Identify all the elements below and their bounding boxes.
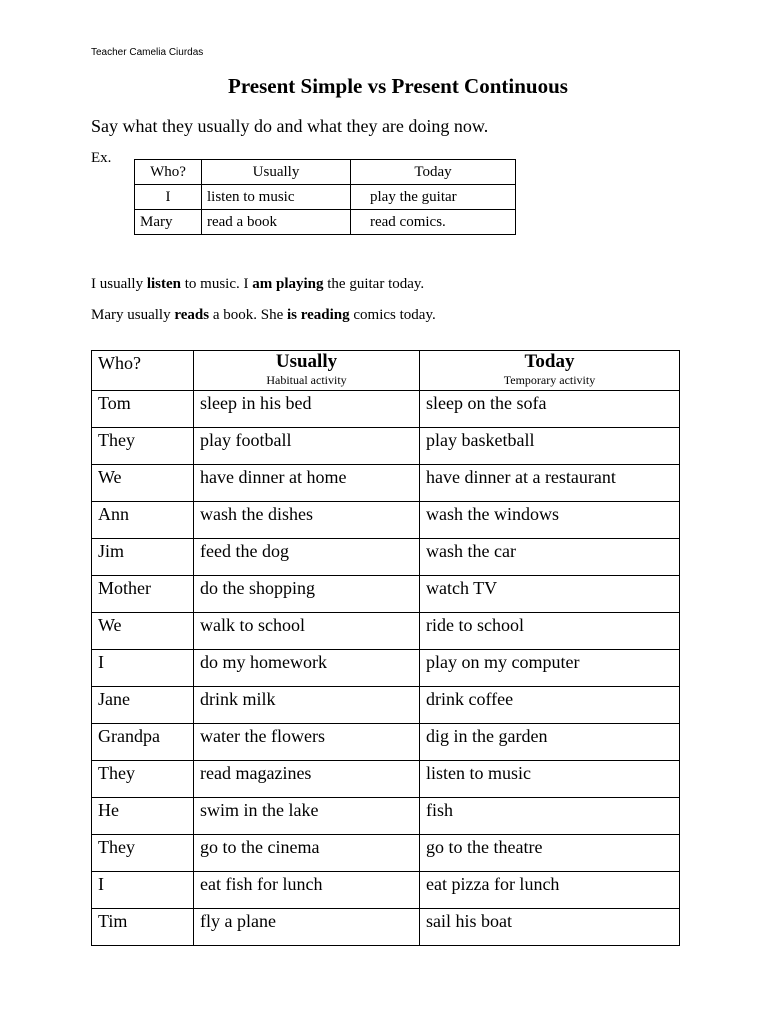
usually-cell: drink milk	[194, 687, 420, 724]
sentence-verb: is reading	[286, 307, 350, 323]
who-cell: I	[92, 650, 194, 687]
who-cell: Tim	[92, 909, 194, 946]
today-cell: wash the car	[420, 539, 680, 576]
example-cell: play the guitar	[351, 185, 516, 210]
usually-cell: do my homework	[194, 650, 420, 687]
exercise-table	[91, 350, 680, 946]
today-cell: sail his boat	[420, 909, 680, 946]
today-cell: play on my computer	[420, 650, 680, 687]
example-cell: read a book	[202, 210, 351, 235]
usually-cell: feed the dog	[194, 539, 420, 576]
author-line: Teacher Camelia Ciurdas	[91, 47, 204, 58]
who-cell: They	[92, 761, 194, 798]
today-subtitle: Temporary activity	[503, 373, 596, 387]
usually-cell: sleep in his bed	[194, 391, 420, 428]
who-cell: I	[92, 872, 194, 909]
example-row	[135, 210, 516, 235]
instruction-text: Say what they usually do and what they are doing now.	[91, 116, 489, 136]
today-cell: watch TV	[420, 576, 680, 613]
today-cell: eat pizza for lunch	[420, 872, 680, 909]
table-row	[92, 835, 680, 872]
table-row	[92, 576, 680, 613]
table-row	[92, 761, 680, 798]
usually-cell: eat fish for lunch	[194, 872, 420, 909]
example-sentence	[91, 307, 436, 324]
today-cell: go to the theatre	[420, 835, 680, 872]
usually-cell: have dinner at home	[194, 465, 420, 502]
table-row	[92, 539, 680, 576]
usually-cell: go to the cinema	[194, 835, 420, 872]
table-row	[92, 502, 680, 539]
sentence-text: I usually	[91, 276, 147, 292]
usually-cell: walk to school	[194, 613, 420, 650]
table-row	[92, 872, 680, 909]
today-cell: dig in the garden	[420, 724, 680, 761]
who-cell: Ann	[92, 502, 194, 539]
who-cell: Tom	[92, 391, 194, 428]
who-cell: Mother	[92, 576, 194, 613]
example-label: Ex.	[91, 150, 112, 166]
example-header-cell: Usually	[202, 160, 351, 185]
who-cell: Jim	[92, 539, 194, 576]
table-row	[92, 613, 680, 650]
today-title: Today	[524, 351, 575, 372]
who-cell: Jane	[92, 687, 194, 724]
exercise-rows	[92, 391, 680, 946]
example-header-row	[135, 160, 516, 185]
who-header: Who?	[92, 351, 194, 391]
table-row	[92, 465, 680, 502]
sentence-text: comics today.	[349, 307, 436, 323]
usually-cell: water the flowers	[194, 724, 420, 761]
usually-cell: do the shopping	[194, 576, 420, 613]
sentence-text: the guitar today.	[323, 276, 425, 292]
exercise-header-row	[92, 351, 680, 391]
table-row	[92, 687, 680, 724]
example-row	[135, 185, 516, 210]
sentence-verb: listen	[146, 276, 181, 292]
example-table	[134, 159, 516, 235]
example-cell: read comics.	[351, 210, 516, 235]
example-cell: listen to music	[202, 185, 351, 210]
who-cell: We	[92, 465, 194, 502]
example-header-cell: Who?	[135, 160, 202, 185]
table-row	[92, 724, 680, 761]
example-cell: I	[135, 185, 202, 210]
example-header-cell: Today	[351, 160, 516, 185]
table-row	[92, 428, 680, 465]
today-cell: play basketball	[420, 428, 680, 465]
table-row	[92, 909, 680, 946]
who-cell: He	[92, 798, 194, 835]
who-cell: They	[92, 428, 194, 465]
sentence-text: to music. I	[181, 276, 253, 292]
usually-cell: play football	[194, 428, 420, 465]
sentence-text: a book. She	[209, 307, 287, 323]
today-cell: ride to school	[420, 613, 680, 650]
table-row	[92, 391, 680, 428]
example-sentence	[91, 276, 424, 293]
who-cell: We	[92, 613, 194, 650]
sentence-text: Mary usually	[91, 307, 175, 323]
table-row	[92, 650, 680, 687]
sentence-verb: am playing	[252, 276, 324, 292]
today-cell: sleep on the sofa	[420, 391, 680, 428]
usually-subtitle: Habitual activity	[266, 373, 347, 387]
usually-title: Usually	[275, 351, 338, 372]
who-cell: Grandpa	[92, 724, 194, 761]
usually-cell: wash the dishes	[194, 502, 420, 539]
today-cell: have dinner at a restaurant	[420, 465, 680, 502]
today-cell: wash the windows	[420, 502, 680, 539]
usually-header	[194, 351, 420, 391]
today-cell: drink coffee	[420, 687, 680, 724]
sentence-verb: reads	[174, 307, 210, 323]
today-header	[420, 351, 680, 391]
today-cell: listen to music	[420, 761, 680, 798]
usually-cell: fly a plane	[194, 909, 420, 946]
usually-cell: read magazines	[194, 761, 420, 798]
usually-cell: swim in the lake	[194, 798, 420, 835]
who-cell: They	[92, 835, 194, 872]
today-cell: fish	[420, 798, 680, 835]
page-title: Present Simple vs Present Continuous	[228, 74, 568, 98]
table-row	[92, 798, 680, 835]
example-cell: Mary	[135, 210, 202, 235]
